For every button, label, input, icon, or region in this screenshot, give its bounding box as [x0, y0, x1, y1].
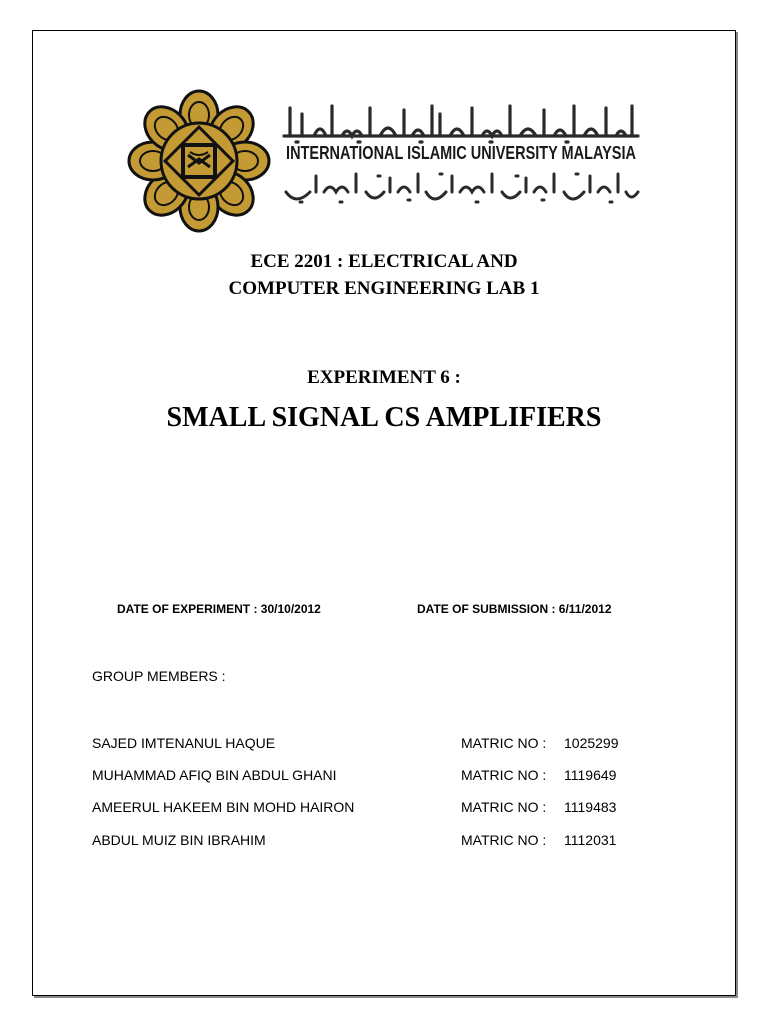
member-row	[92, 832, 652, 852]
matric-label: MATRIC NO :	[461, 832, 547, 848]
matric-number: 1025299	[564, 735, 619, 751]
experiment-label: EXPERIMENT 6 :	[307, 367, 461, 388]
member-name: SAJED IMTENANUL HAQUE	[92, 735, 276, 751]
experiment-title: SMALL SIGNAL CS AMPLIFIERS	[166, 402, 602, 433]
member-name: AMEERUL HAKEEM BIN MOHD HAIRON	[92, 799, 355, 815]
matric-number: 1119649	[564, 767, 617, 783]
member-name: ABDUL MUIZ BIN IBRAHIM	[92, 832, 266, 848]
university-arabic-name-logotype	[280, 100, 642, 144]
university-name: INTERNATIONAL ISLAMIC UNIVERSITY MALAYSIA	[286, 144, 636, 164]
university-jawi-name-logotype	[280, 170, 642, 210]
course-title-line-1: ECE 2201 : ELECTRICAL AND	[250, 251, 518, 272]
member-row	[92, 799, 652, 819]
date-of-submission: DATE OF SUBMISSION : 6/11/2012	[417, 602, 612, 616]
matric-number: 1112031	[564, 832, 617, 848]
member-name: MUHAMMAD AFIQ BIN ABDUL GHANI	[92, 767, 337, 783]
matric-label: MATRIC NO :	[461, 735, 547, 751]
course-title-line-2: COMPUTER ENGINEERING LAB 1	[228, 278, 540, 299]
member-row	[92, 735, 652, 755]
matric-label: MATRIC NO :	[461, 767, 547, 783]
matric-number: 1119483	[564, 799, 617, 815]
date-of-experiment: DATE OF EXPERIMENT : 30/10/2012	[117, 602, 321, 616]
group-members-label: GROUP MEMBERS :	[92, 668, 226, 684]
university-emblem-icon	[126, 88, 272, 234]
matric-label: MATRIC NO :	[461, 799, 547, 815]
member-row	[92, 767, 652, 787]
university-wordmark	[280, 100, 642, 212]
